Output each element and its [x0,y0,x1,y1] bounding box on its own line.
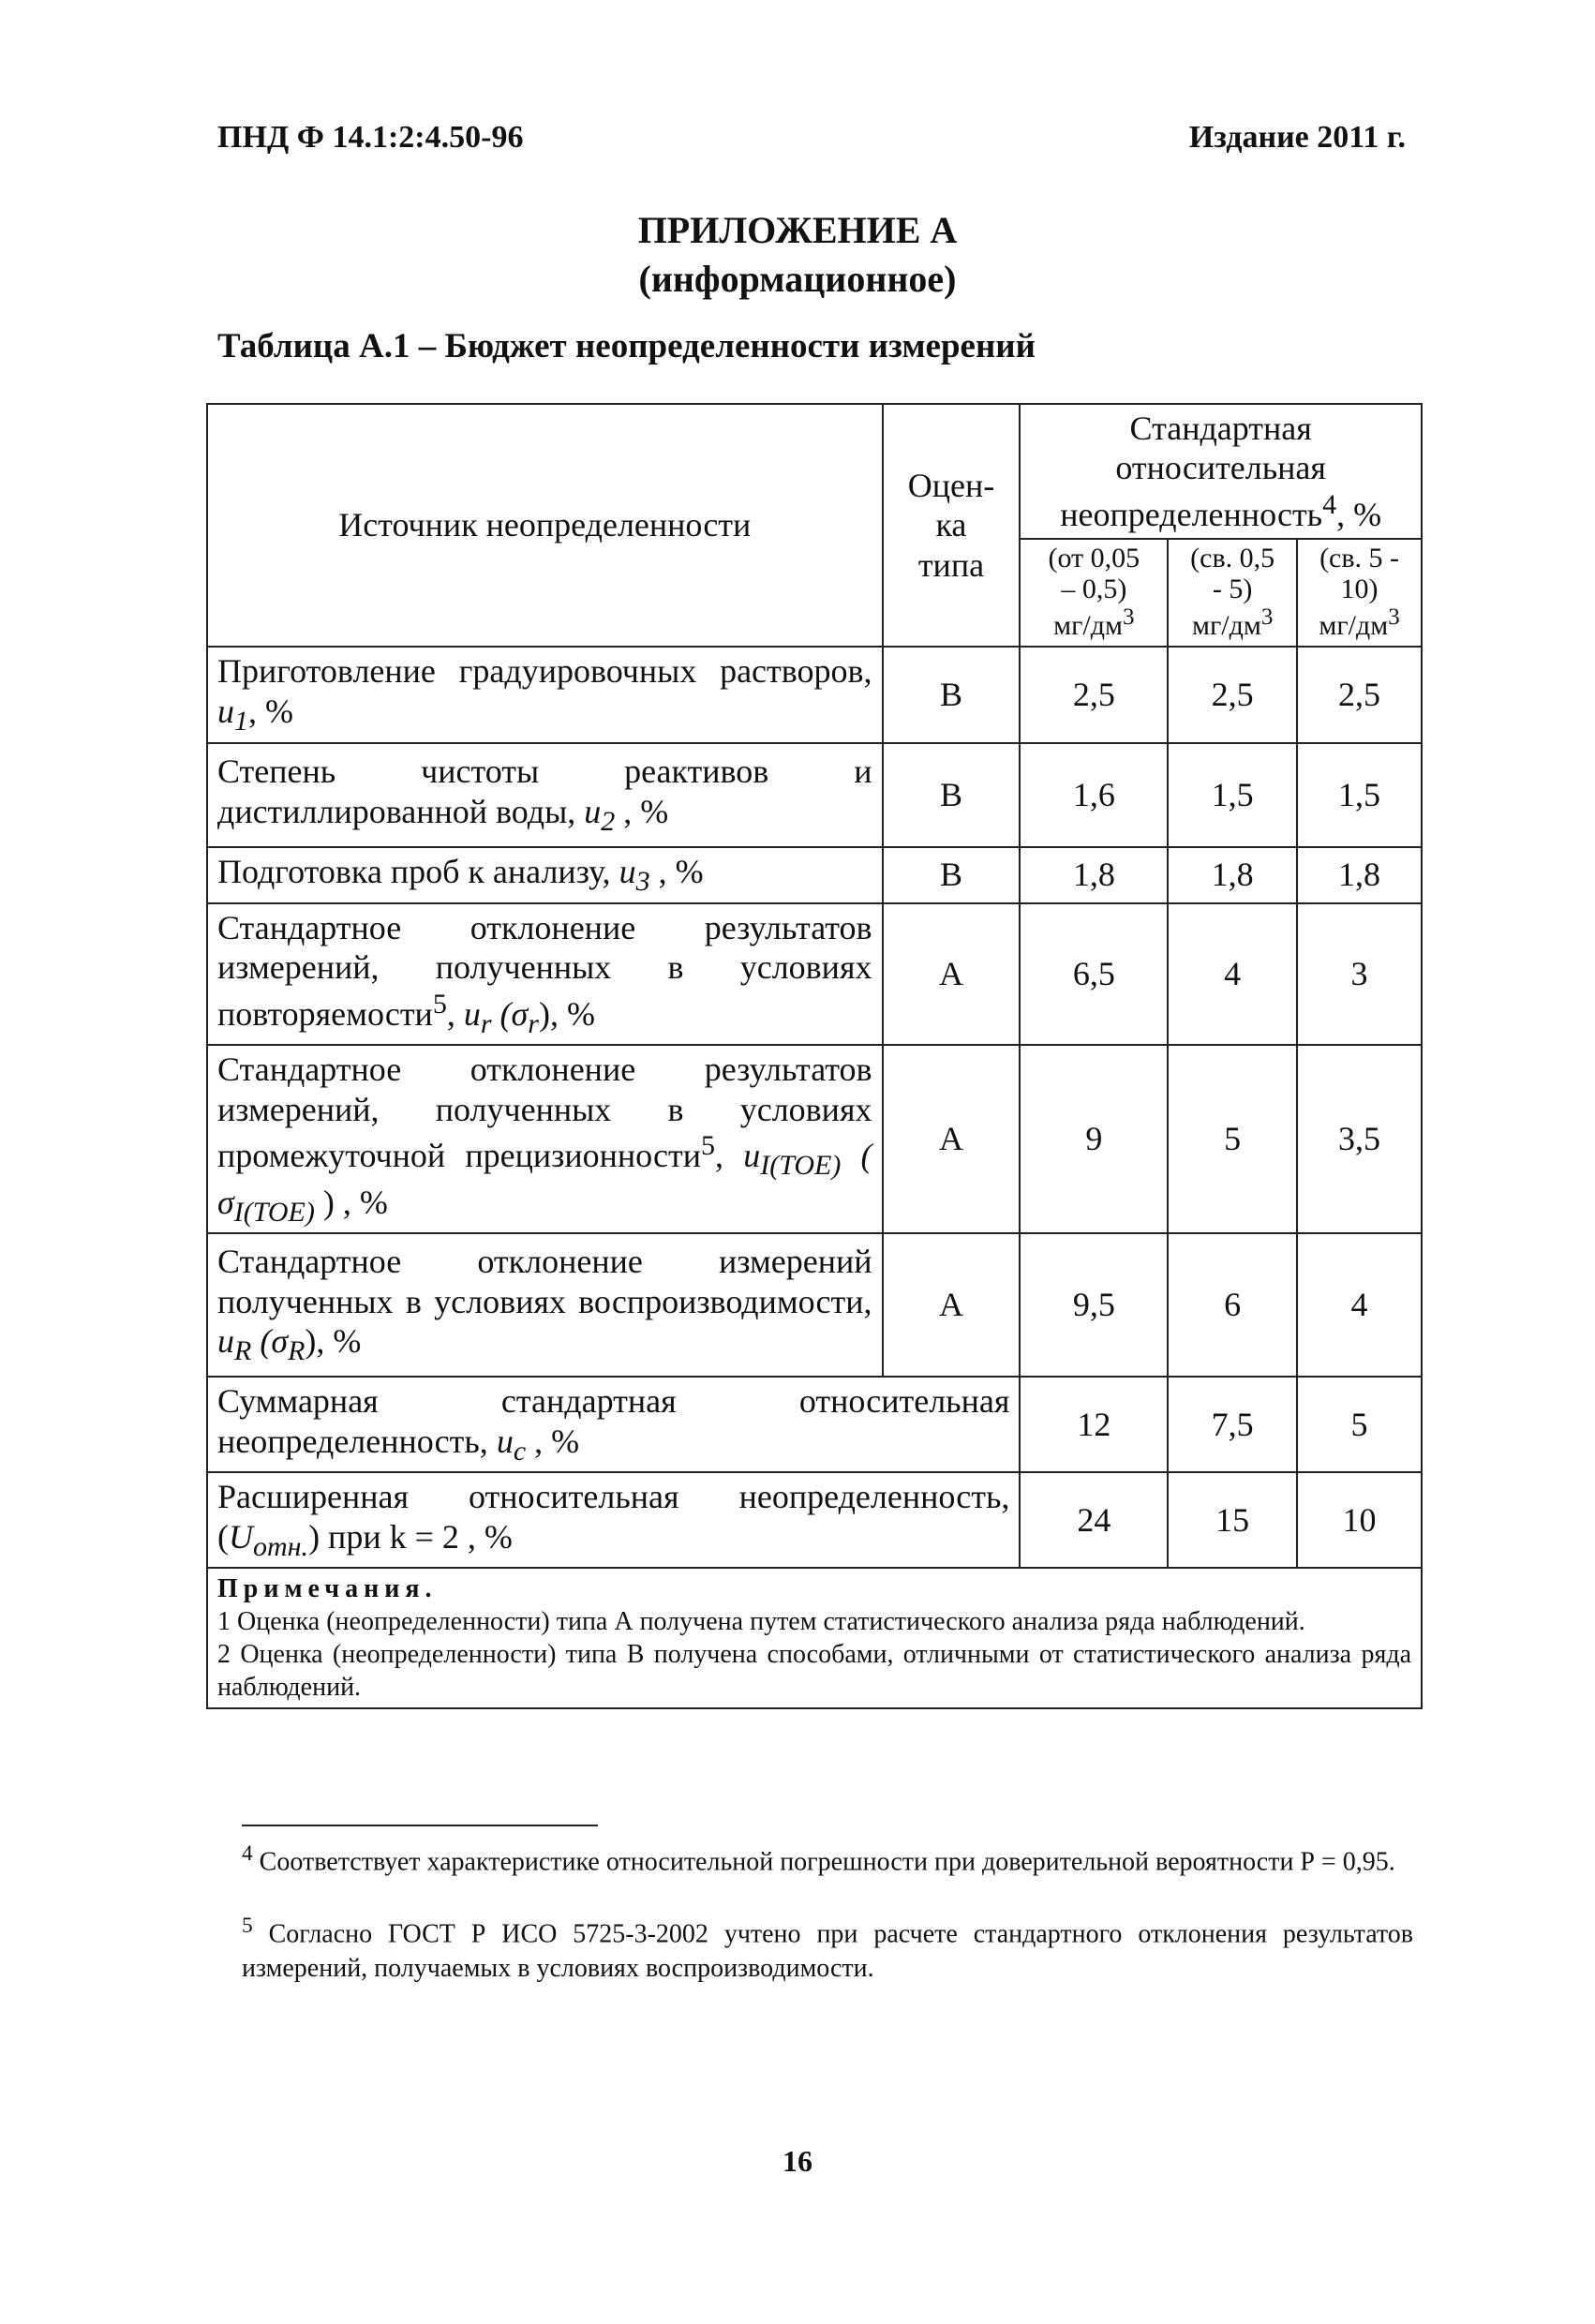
row-value-2: 1,8 [1168,847,1297,903]
edition-label: Издание 2011 г. [1188,120,1406,155]
row-type: А [883,1045,1021,1233]
row-type: В [883,847,1021,903]
row-value-1: 1,6 [1020,743,1168,847]
summary-value-2: 7,5 [1168,1377,1297,1472]
expanded-row [207,1472,1422,1568]
summary-value-1: 12 [1020,1377,1168,1472]
footnote-separator [242,1825,598,1826]
expanded-label: Расширенная относительная неопределенность, $(U_{отн.})$ при k = 2 , % [207,1472,1020,1568]
notes-title: Примечания. [217,1574,438,1604]
row-value-1: 6,5 [1020,903,1168,1046]
row-type: А [883,903,1021,1046]
row-value-2: 2,5 [1168,647,1297,743]
row-value-2: 5 [1168,1045,1297,1233]
appendix-title: ПРИЛОЖЕНИЕ А [637,209,958,251]
row-value-1: 9,5 [1020,1233,1168,1377]
row-value-2: 1,5 [1168,743,1297,847]
table-row [207,1045,1422,1233]
appendix-subtitle: (информационное) [638,258,957,300]
row-source: Стандартное отклонение результатов измерений, полученных в условиях промежуточной прецизионности$^5$, $u_{I(TOE)}$ ( $\sigma_{I(TOE)}$ ) , % [207,1045,883,1233]
table-row [207,903,1422,1046]
row-value-3: 4 [1297,1233,1422,1377]
summary-label: Суммарная стандартная относительная неопределенность, $u_c$ , % [207,1377,1020,1472]
range-header-3: (св. 5 - 10) $мг/дм^3$ [1297,539,1422,646]
summary-row [207,1377,1422,1472]
table-caption: Таблица А.1 – Бюджет неопределенности измерений [217,327,1036,365]
expanded-value-1: 24 [1020,1472,1168,1568]
footnote-5: $^5$ Согласно ГОСТ Р ИСО 5725-3-2002 учтено при расчете стандартного отклонения результатов измерений, получаемых в условиях воспроизводимости. [242,1914,1413,1983]
row-value-3: 1,5 [1297,743,1422,847]
uncertainty-budget-table [206,403,1423,1709]
row-value-2: 6 [1168,1233,1297,1377]
row-value-2: 4 [1168,903,1297,1046]
row-value-3: 1,8 [1297,847,1422,903]
header-standard-uncertainty: Стандартная относительная неопределенность$^4$, % [1020,404,1422,539]
notes-cell [207,1568,1422,1708]
notes-row [207,1568,1422,1708]
row-value-1: 1,8 [1020,847,1168,903]
footnote-4: $^4$ Соответствует характеристике относительной погрешности при доверительной вероятности Р = 0,95. [242,1841,1395,1877]
note-2: 2 Оценка (неопределенности) типа В получена способами, отличными от статистического анализа ряда наблюдений. [217,1640,1411,1703]
row-value-3: 2,5 [1297,647,1422,743]
row-value-3: 3 [1297,903,1422,1046]
row-type: В [883,647,1021,743]
range-header-2: (св. 0,5 - 5) $мг/дм^3$ [1168,539,1297,646]
row-type: В [883,743,1021,847]
table-row [207,1233,1422,1377]
page-number: 16 [783,2144,812,2178]
row-type: А [883,1233,1021,1377]
header-type: Оцен- ка типа [883,404,1021,647]
expanded-value-3: 10 [1297,1472,1422,1568]
table-row [207,647,1422,743]
table-header-row [207,404,1422,539]
summary-value-3: 5 [1297,1377,1422,1472]
document-code: ПНД Ф 14.1:2:4.50-96 [217,120,524,155]
range-header-1: (от 0,05 – 0,5) $мг/дм^3$ [1020,539,1168,646]
row-source: Подготовка проб к анализу, $u_3$ , % [207,847,883,903]
row-source: Степень чистоты реактивов и дистиллированной воды, $u_2$ , % [207,743,883,847]
table-row [207,847,1422,903]
row-value-1: 2,5 [1020,647,1168,743]
expanded-value-2: 15 [1168,1472,1297,1568]
header-source: Источник неопределенности [207,404,883,647]
row-value-1: 9 [1020,1045,1168,1233]
note-1: 1 Оценка (неопределенности) типа А получена путем статистического анализа ряда наблюдений. [217,1607,1305,1637]
row-source: Стандартное отклонение измерений полученных в условиях воспроизводимости, $u_R$ $(\sigma_R)$, % [207,1233,883,1377]
row-value-3: 3,5 [1297,1045,1422,1233]
row-source: Приготовление градуировочных растворов, $u_1$, % [207,647,883,743]
table-row [207,743,1422,847]
row-source: Стандартное отклонение результатов измерений, полученных в условиях повторяемости$^5$, $u_r$ $(\sigma_r)$, % [207,903,883,1046]
